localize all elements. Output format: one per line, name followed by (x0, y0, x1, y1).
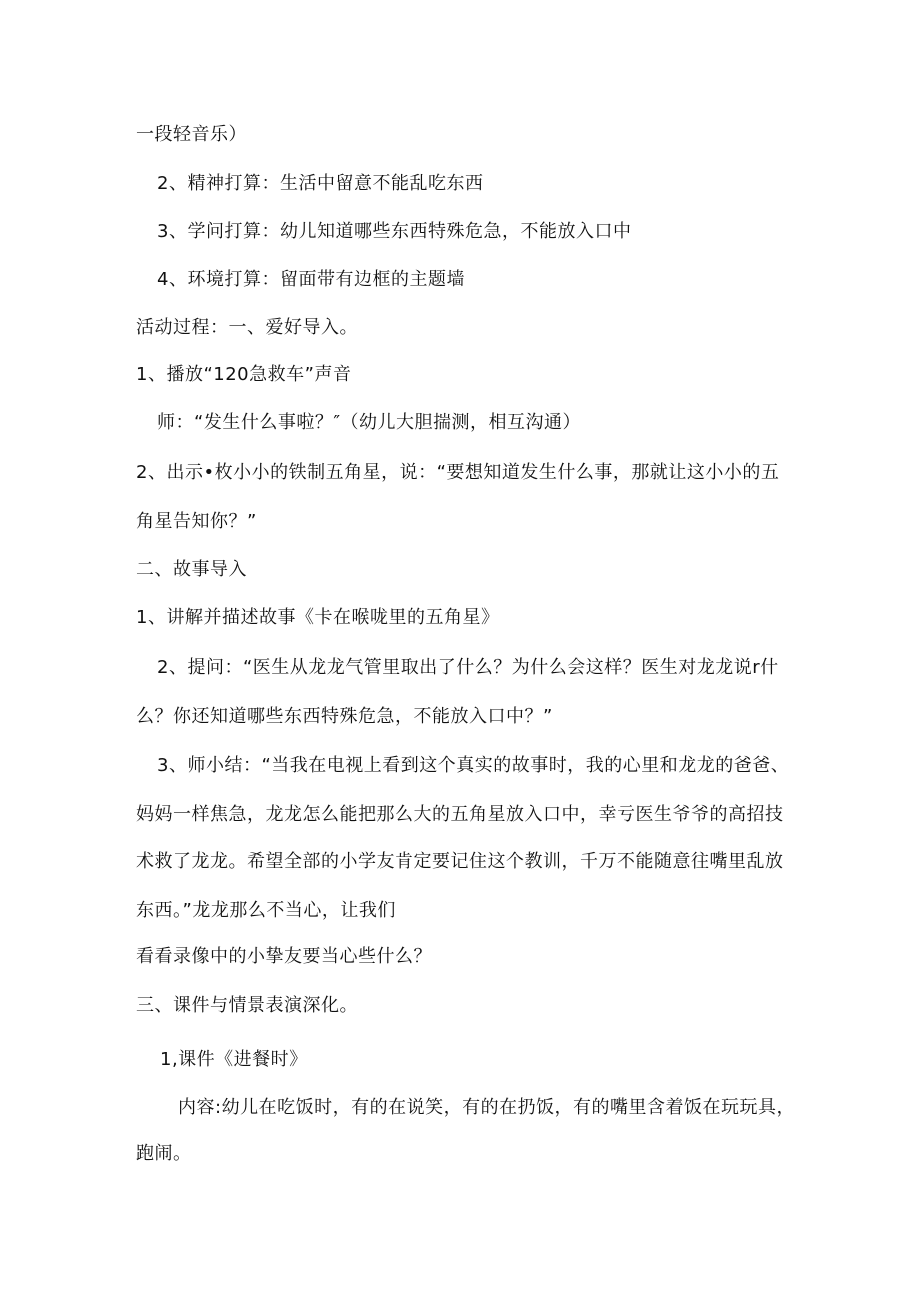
text-line: 师：“发生什么事啦？″（幼儿大胆揣测，相互沟通） (157, 412, 582, 433)
text-line: 2、出示•枚小小的铁制五角星，说：“要想知道发生什么事，那就让这小小的五 (136, 462, 780, 483)
text-line: 1、讲解并描述故事《卡在喉咙里的五角星》 (136, 607, 500, 628)
text-line: 术救了龙龙。希望全部的小学友肯定要记住这个教训，千万不能随意往嘴里乱放 (136, 851, 784, 872)
text-line: 跑闹。 (136, 1143, 192, 1164)
text-line: 二、故事导入 (136, 559, 247, 580)
text-line: 活动过程：一、爱好导入。 (136, 317, 358, 338)
text-line: 4、环境打算：留面带有边框的主题墙 (157, 269, 465, 290)
text-line: 1、播放“120急救车”声音 (136, 364, 352, 385)
text-line: 内容:幼儿在吃饭时，有的在说笑，有的在扔饭，有的嘴里含着饭在玩玩具， (178, 1097, 796, 1118)
text-line: 妈妈一样焦急，龙龙怎么能把那么大的五角星放入口中，幸亏医生爷爷的高招技 (136, 804, 784, 825)
text-line: 么？你还知道哪些东西特殊危急，不能放入口中？” (136, 706, 553, 727)
text-line: 1,课件《进餐时》 (160, 1049, 308, 1070)
text-line: 2、精神打算：生活中留意不能乱吃东西 (157, 173, 484, 194)
text-line: 东西。”龙龙那么不当心，让我们 (136, 900, 396, 921)
text-line: 三、课件与情景表演深化。 (136, 995, 358, 1016)
text-line: 看看录像中的小挚友要当心些什么？ (136, 946, 432, 967)
text-line: 2、提问：“医生从龙龙气管里取出了什么？为什么会这样？医生对龙龙说r什 (157, 657, 779, 678)
text-line: 角星告知你？” (136, 511, 257, 532)
text-line: 3、师小结：“当我在电视上看到这个真实的故事时，我的心里和龙龙的爸爸、 (157, 755, 790, 776)
text-line: 一段轻音乐） (136, 124, 247, 145)
text-line: 3、学问打算：幼儿知道哪些东西特殊危急，不能放入口中 (157, 221, 632, 242)
